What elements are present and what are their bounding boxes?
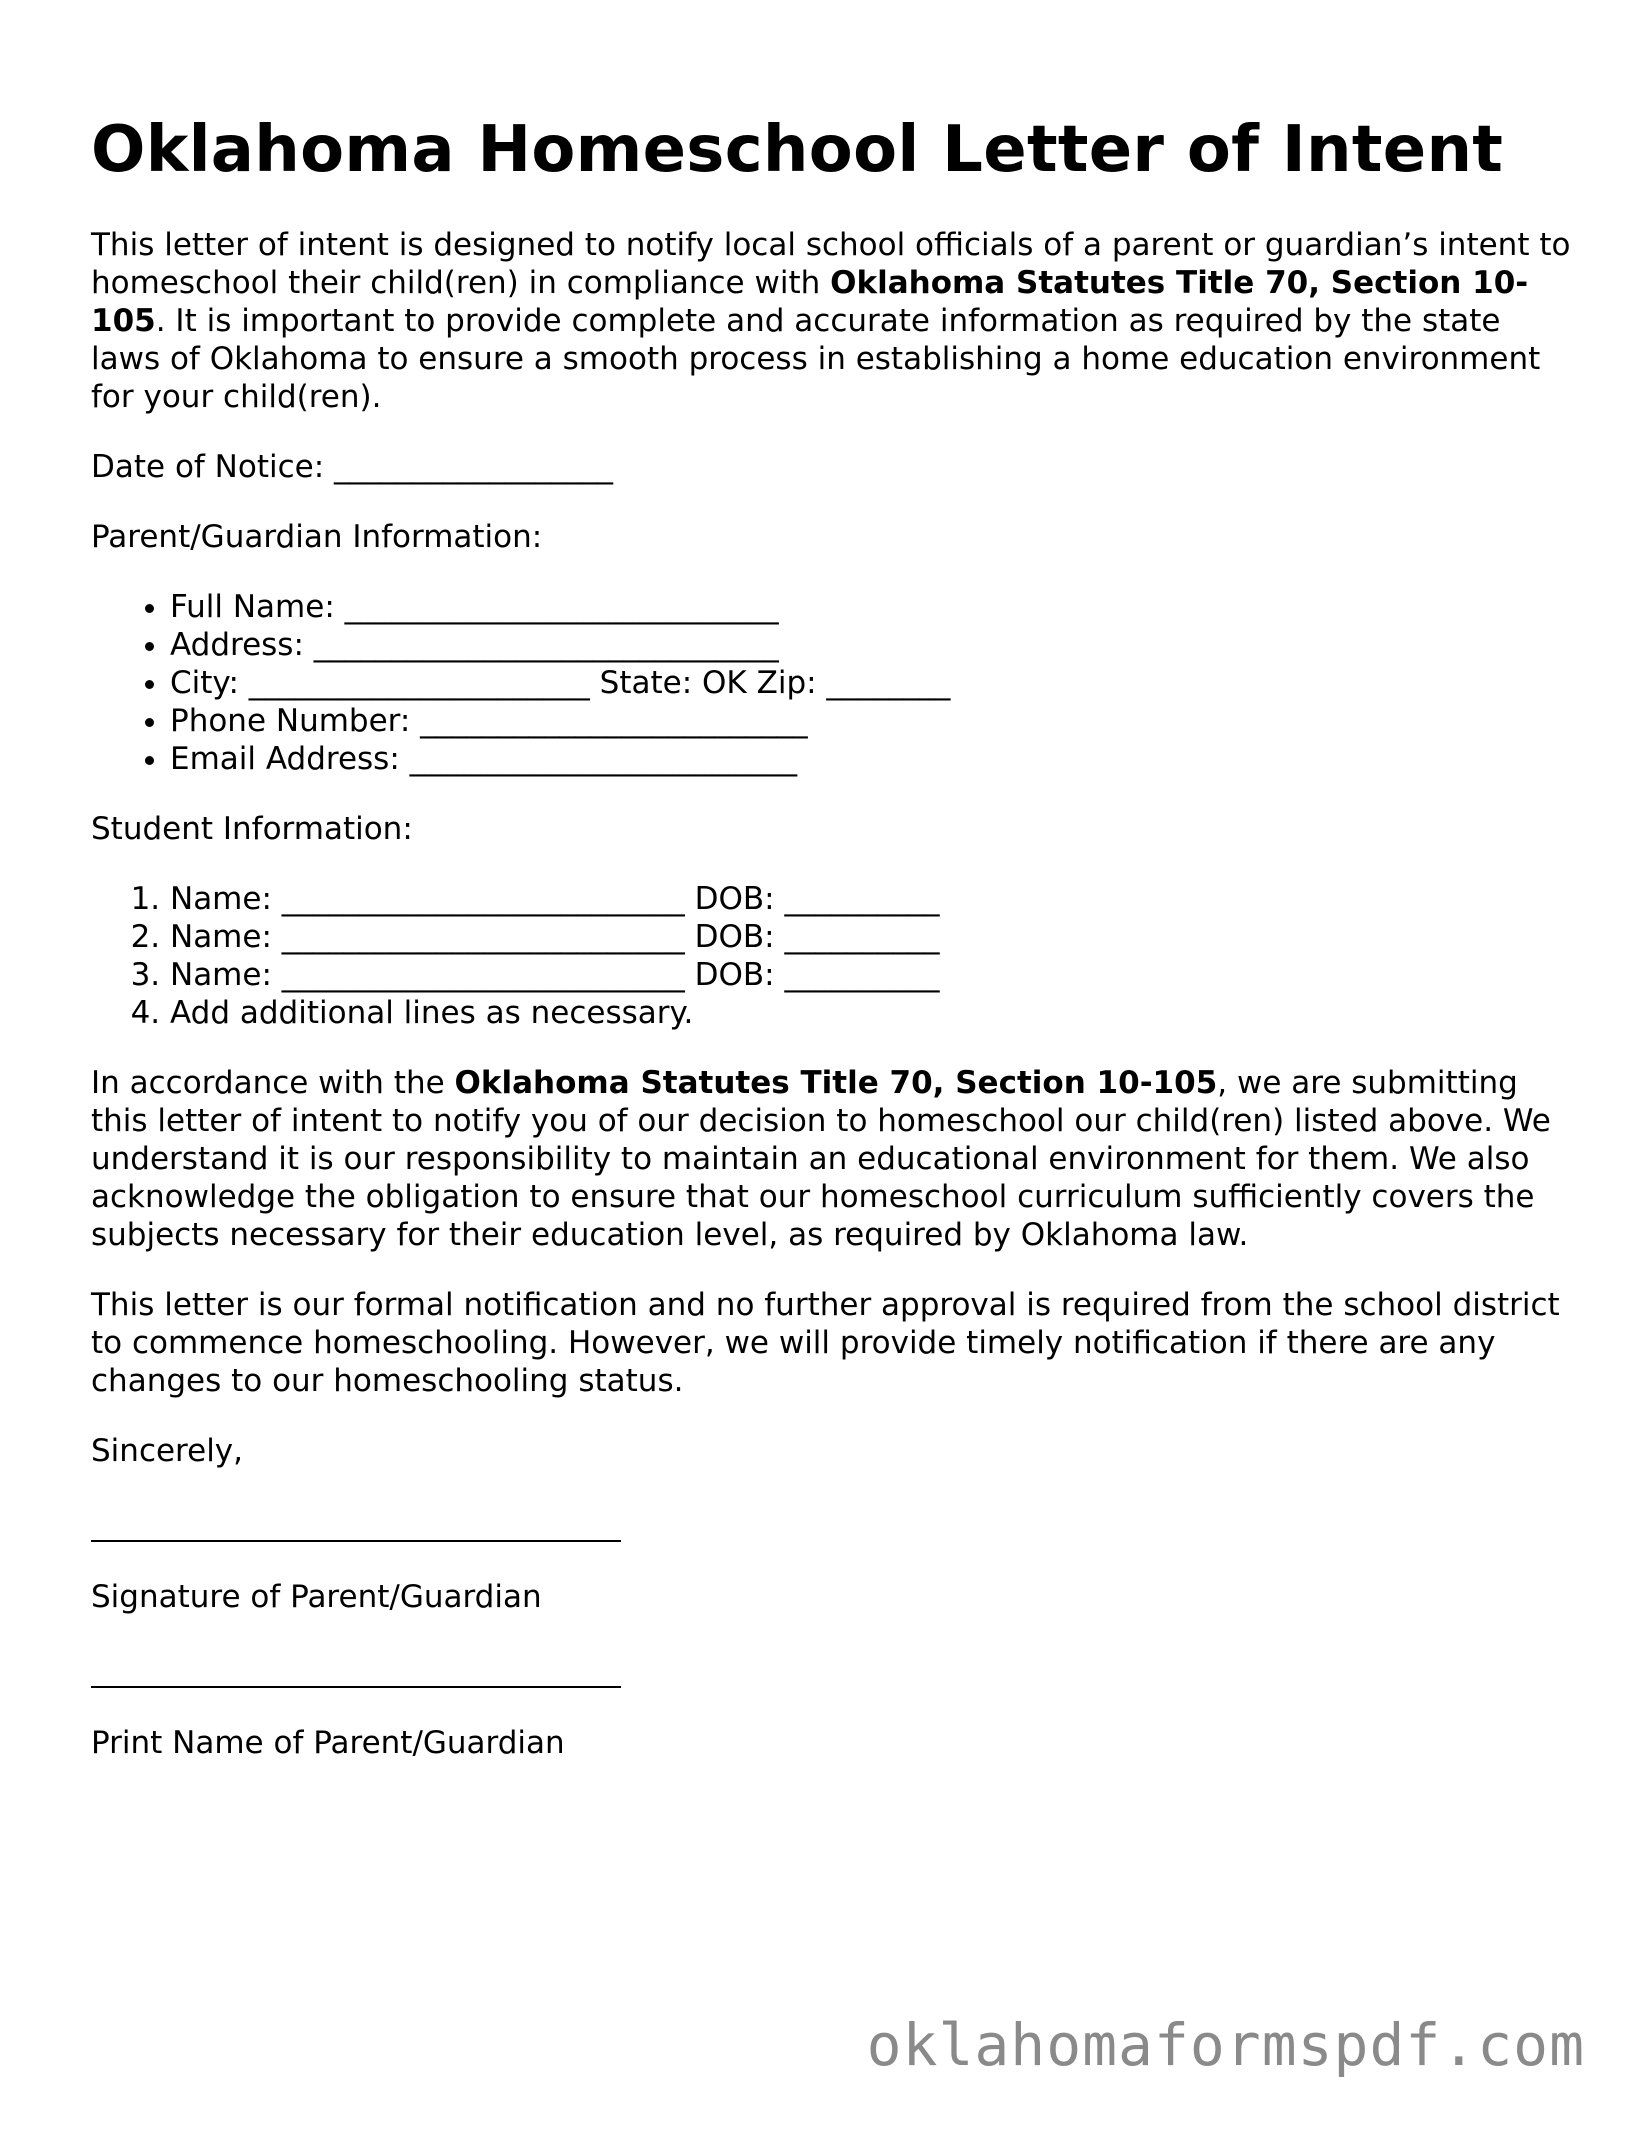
- intro-text-2: . It is important to provide complete and accurate information as required by the state laws of Oklahoma to ensure a smooth process in establishing a home education environment for your child(ren).: [91, 303, 1541, 415]
- document-page: [91, 110, 1571, 1762]
- formal-notice-paragraph: This letter is our formal notification and no further approval is required from the school district to commence homeschooling. However, we will provide timely notification if there are any changes to our homeschooling status.: [91, 1287, 1560, 1399]
- address-field[interactable]: • Address: ______________________________: [170, 626, 1571, 664]
- accordance-statute: Oklahoma Statutes Title 70, Section 10-105: [454, 1065, 1218, 1101]
- print-name-line[interactable]: [91, 1686, 621, 1688]
- city-state-zip-field[interactable]: • City: ______________________ State: OK Zip: ________: [170, 664, 1571, 702]
- intro-statute: Oklahoma Statutes Title 70, Section 10-105: [91, 265, 1529, 339]
- accordance-paragraph: [91, 1064, 1571, 1254]
- site-watermark: oklahomaformspdf.com: [866, 2011, 1585, 2079]
- email-address-field[interactable]: • Email Address: _________________________: [170, 740, 1571, 778]
- additional-lines-note: 4. Add additional lines as necessary.: [170, 994, 1571, 1032]
- date-of-notice-field[interactable]: Date of Notice: __________________: [91, 449, 614, 485]
- accordance-text-2: , we are submitting this letter of intent to notify you of our decision to homeschool our child(ren) listed above. We understand it is our responsibility to maintain an educational environment for them. We also acknowledge the obligation to ensure that our homeschool curriculum sufficiently covers the subjects necessary for their education level, as required by Oklahoma law.: [91, 1065, 1551, 1253]
- full-name-field[interactable]: • Full Name: ____________________________: [170, 588, 1571, 626]
- signature-label: Signature of Parent/Guardian: [91, 1579, 542, 1615]
- student-3-field[interactable]: 3. Name: __________________________ DOB: __________: [170, 956, 1571, 994]
- signature-line[interactable]: [91, 1540, 621, 1542]
- student-1-field[interactable]: 1. Name: __________________________ DOB: __________: [170, 880, 1571, 918]
- student-2-field[interactable]: 2. Name: __________________________ DOB: __________: [170, 918, 1571, 956]
- parent-info-heading: Parent/Guardian Information:: [91, 519, 543, 555]
- phone-number-field[interactable]: • Phone Number: _________________________: [170, 702, 1571, 740]
- closing-text: Sincerely,: [91, 1433, 244, 1469]
- print-name-label: Print Name of Parent/Guardian: [91, 1725, 565, 1761]
- document-title: Oklahoma Homeschool Letter of Intent: [91, 113, 1504, 187]
- parent-info-list: [91, 588, 1571, 778]
- intro-text-1: This letter of intent is designed to notify local school officials of a parent or guardian’s intent to homeschool their child(ren) in compliance with: [91, 227, 1571, 301]
- student-info-list: [91, 880, 1571, 1032]
- accordance-text-1: In accordance with the: [91, 1065, 455, 1101]
- intro-paragraph: [91, 226, 1571, 416]
- student-info-heading: Student Information:: [91, 811, 413, 847]
